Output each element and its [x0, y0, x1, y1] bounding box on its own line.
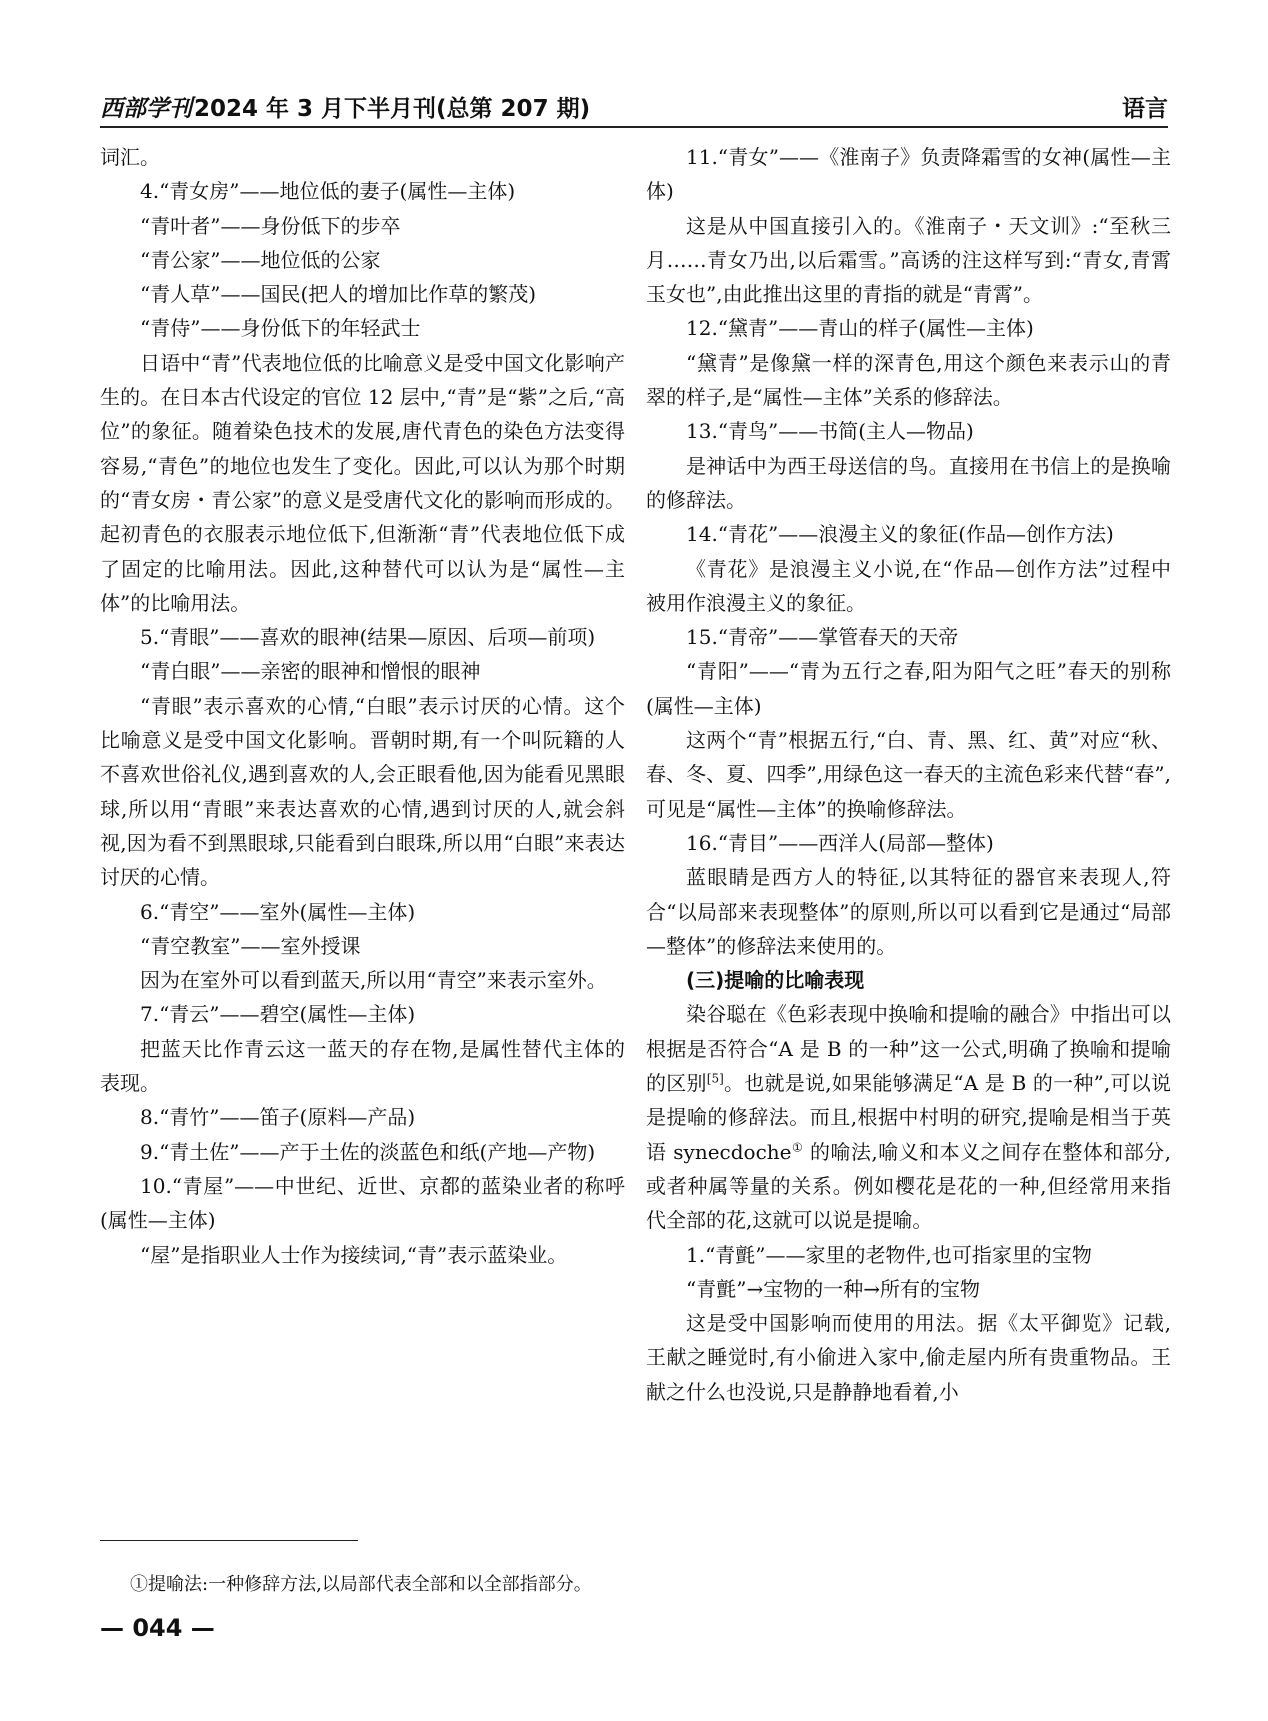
paragraph: 8.“青竹”——笛子(原料—产品): [140, 1105, 416, 1130]
paragraph: 《青花》是浪漫主义小说,在“作品—创作方法”过程中被用作浪漫主义的象征。: [646, 556, 1171, 615]
paragraph: 蓝眼睛是西方人的特征,以其特征的器官来表现人,符合“以局部来表现整体”的原则,所以可以看到它是通过“局部—整体”的修辞法来使用的。: [646, 865, 1171, 958]
paragraph: 这两个“青”根据五行,“白、青、黑、红、黄”对应“秋、春、冬、夏、四季”,用绿色这一春天的主流色彩来代替“春”,可见是“属性—主体”的换喻修辞法。: [646, 728, 1171, 821]
footnote-ref: ①: [791, 1139, 804, 1154]
right-column: [646, 140, 1171, 1409]
paragraph: “青叶者”——身份低下的步卒: [140, 213, 401, 238]
header-rule: [100, 126, 1168, 128]
paragraph: “青公家”——地位低的公家: [140, 247, 381, 272]
paragraph: 5.“青眼”——喜欢的眼神(结果—原因、后项—前项): [140, 625, 596, 650]
paragraph: “青氈”→宝物的一种→所有的宝物: [686, 1276, 980, 1301]
paragraph: “青阳”——“青为五行之春,阳为阳气之旺”春天的别称(属性—主体): [646, 659, 1171, 718]
paragraph: 7.“青云”——碧空(属性—主体): [140, 1002, 416, 1027]
paragraph: 词汇。: [100, 145, 160, 169]
paragraph: 12.“黛青”——青山的样子(属性—主体): [686, 316, 1034, 341]
section-label: 语言: [1122, 96, 1168, 122]
paragraph: 9.“青土佐”——产于土佐的淡蓝色和纸(产地—产物): [140, 1139, 596, 1164]
paragraph: “黛青”是像黛一样的深青色,用这个颜色来表示山的青翠的样子,是“属性—主体”关系的修辞法。: [646, 350, 1171, 410]
paragraph: 15.“青帝”——掌管春天的天帝: [686, 625, 959, 650]
paragraph: 11.“青女”——《淮南子》负责降霜雪的女神(属性—主体): [646, 145, 1171, 204]
paragraph: 把蓝天比作青云这一蓝天的存在物,是属性替代主体的表现。: [100, 1036, 625, 1096]
paragraph: 是神话中为西王母送信的鸟。直接用在书信上的是换喻的修辞法。: [646, 453, 1171, 512]
paragraph: 14.“青花”——浪漫主义的象征(作品—创作方法): [686, 522, 1114, 547]
page-number: — 044 —: [100, 1614, 215, 1642]
paragraph: 4.“青女房”——地位低的妻子(属性—主体): [140, 179, 516, 204]
issue-info: 2024 年 3 月下半月刊(总第 207 期): [194, 96, 591, 122]
paragraph: “青空教室”——室外授课: [140, 933, 361, 958]
journal-brand: 西部学刊: [100, 96, 192, 122]
paragraph: (三)提喻的比喻表现: [686, 968, 865, 993]
paragraph: 16.“青目”——西洋人(局部—整体): [686, 830, 994, 855]
paragraph: 因为在室外可以看到蓝天,所以用“青空”来表示室外。: [140, 968, 607, 993]
paragraph: 10.“青屋”——中世纪、近世、京都的蓝染业者的称呼(属性—主体): [100, 1173, 625, 1233]
footnote: ①提喻法:一种修辞方法,以局部代表全部和以全部指部分。: [130, 1574, 592, 1595]
footnote-rule: [100, 1540, 358, 1541]
citation-ref: [5]: [706, 1071, 724, 1086]
running-header: [100, 86, 1168, 126]
paragraph: “青眼”表示喜欢的心情,“白眼”表示讨厌的心情。这个比喻意义是受中国文化影响。晋朝时期,有一个叫阮籍的人不喜欢世俗礼仪,遇到喜欢的人,会正眼看他,因为能看见黑眼球,所以用“青眼”来表达喜欢的心情,遇到讨厌的人,就会斜视,因为看不到黑眼球,只能看到白眼珠,所以用“白眼”来表达讨厌的心情。: [100, 693, 625, 890]
paragraph: “青侍”——身份低下的年轻武士: [140, 316, 421, 341]
paragraph: 1.“青氈”——家里的老物件,也可指家里的宝物: [686, 1242, 1092, 1267]
paragraph: “青白眼”——亲密的眼神和憎恨的眼神: [140, 659, 481, 684]
paragraph: “青人草”——国民(把人的增加比作草的繁茂): [140, 282, 537, 307]
paragraph: 6.“青空”——室外(属性—主体): [140, 899, 416, 924]
paragraph: 13.“青鸟”——书简(主人—物品): [686, 419, 974, 444]
paragraph: 染谷聪在《色彩表现中换喻和提喻的融合》中指出可以根据是否符合“A 是 B 的一种”这一公式,明确了换喻和提喻的区别[5]。也就是说,如果能够满足“A 是 B 的一种”,可以说是提喻的修辞法。而且,根据中村明的研究,提喻是相当于英语 synecdoche① 的喻法,喻义和本义之间存在整体和部分,或者种属等量的关系。例如樱花是花的一种,但经常用来指代全部的花,这就可以说是提喻。: [646, 1002, 1172, 1233]
paragraph: 日语中“青”代表地位低的比喻意义是受中国文化影响产生的。在日本古代设定的官位 12 层中,“青”是“紫”之后,“高位”的象征。随着染色技术的发展,唐代青色的染色方法变得容易,“青色”的地位也发生了变化。因此,可以认为那个时期的“青女房・青公家”的意义是受唐代文化的影响而形成的。起初青色的衣服表示地位低下,但渐渐“青”代表地位低下成了固定的比喻用法。因此,这种替代可以认为是“属性—主体”的比喻用法。: [100, 350, 625, 615]
paragraph: “屋”是指职业人士作为接续词,“青”表示蓝染业。: [140, 1242, 568, 1267]
paragraph: 这是受中国影响而使用的用法。据《太平御览》记载,王献之睡觉时,有小偷进入家中,偷走屋内所有贵重物品。王献之什么也没说,只是静静地看着,小: [646, 1311, 1171, 1404]
left-column: [100, 140, 625, 1272]
paragraph: 这是从中国直接引入的。《淮南子・天文训》:“至秋三月……青女乃出,以后霜雪。”高诱的注这样写到:“青女,青霄玉女也”,由此推出这里的青指的就是“青霄”。: [646, 213, 1171, 307]
journal-header: [100, 90, 590, 123]
